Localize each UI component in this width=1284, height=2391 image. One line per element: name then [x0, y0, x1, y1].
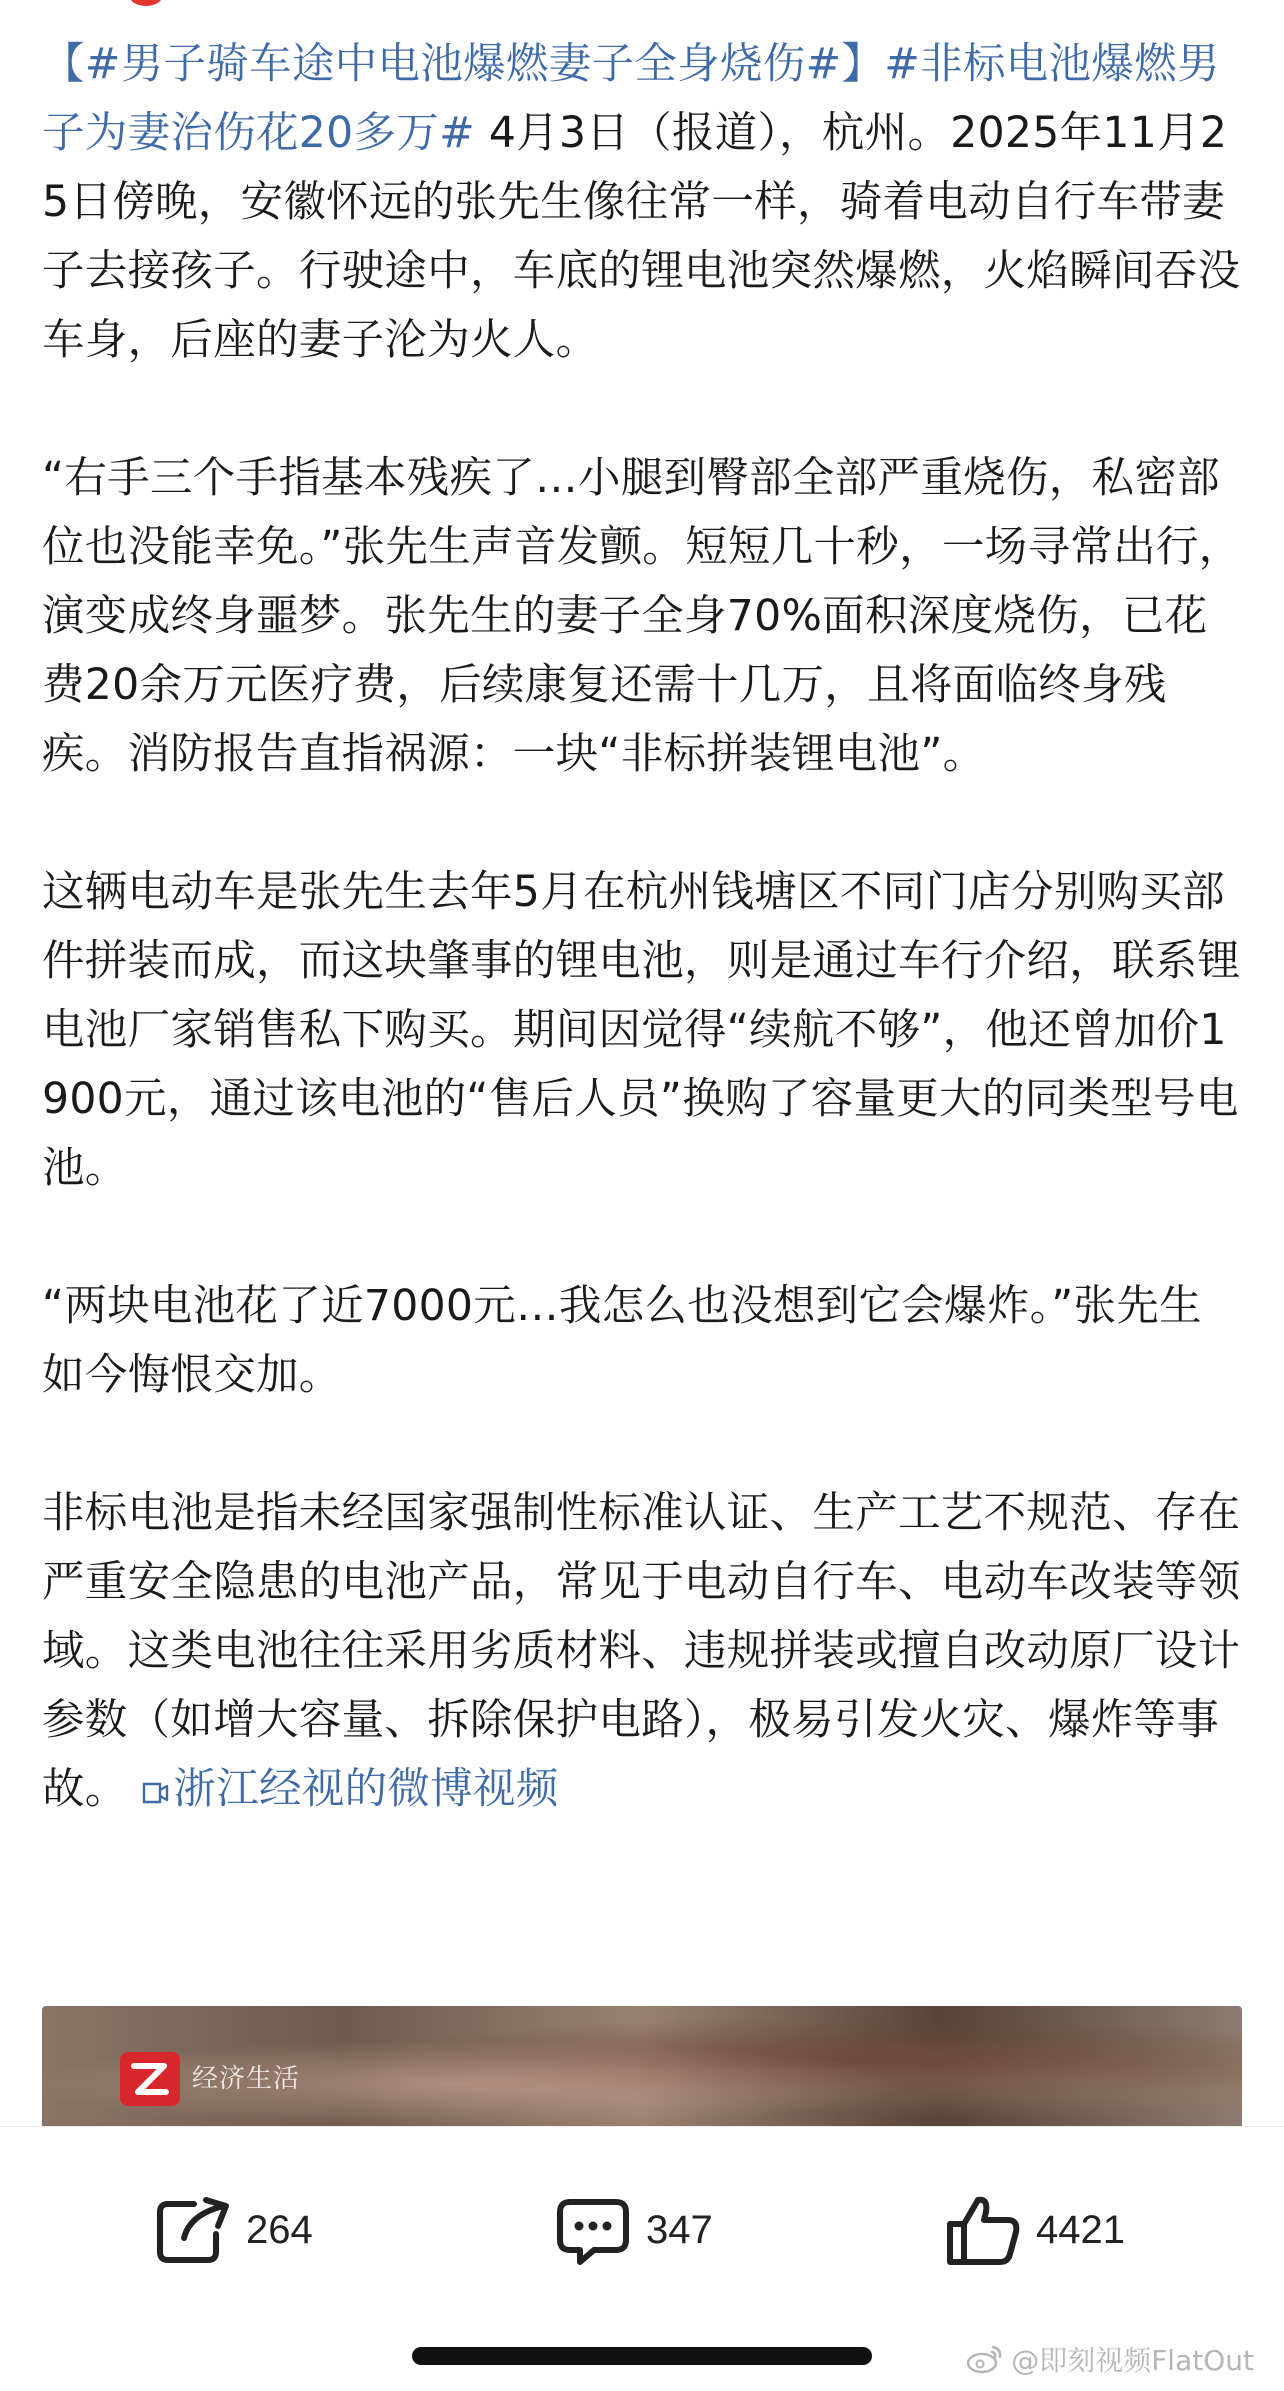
video-play-icon [141, 1780, 169, 1806]
thumbs-up-icon [944, 2192, 1022, 2268]
paragraph-2: “右手三个手指基本残疾了…小腿到臀部全部严重烧伤，私密部位也没能幸免。”张先生声音发颤。短短几十秒，一场寻常出行，演变成终身噩梦。张先生的妻子全身70%面积深度烧伤，已花费20余万元医疗费，后续康复还需十几万，且将面临终身残疾。消防报告直指祸源：一块“非标拼装锂电池”。 [42, 454, 1242, 779]
watermark [965, 2339, 1254, 2379]
video-link-label: 浙江经视的微博视频 [173, 1765, 559, 1814]
watermark-text: @即刻视频FlatOut [1011, 2344, 1254, 2377]
paragraph-text: 非标电池是指未经国家强制性标准认证、生产工艺不规范、存在严重安全隐患的电池产品，常见于电动自行车、电动车改装等领域。这类电池往往采用劣质材料、违规拼装或擅自改动原厂设计参数（如增大容量、拆除保护电路），极易引发火灾、爆炸等事故。 [42, 1489, 1241, 1814]
paragraph-4: “两块电池花了近7000元…我怎么也没想到它会爆炸。”张先生如今悔恨交加。 [42, 1282, 1202, 1400]
channel-logo-icon [120, 2052, 180, 2106]
home-indicator[interactable] [412, 2347, 872, 2365]
video-source-link[interactable] [141, 1765, 558, 1814]
post-body [42, 30, 1242, 1824]
paragraph-1 [42, 30, 1242, 375]
paragraph-text: 4月3日（报道），杭州。2025年11月25日傍晚，安徽怀远的张先生像往常一样，骑着电动自行车带妻子去接孩子。行驶途中，车底的锂电池突然爆燃，火焰瞬间吞没车身，后座的妻子沦为火人。 [42, 109, 1241, 365]
comment-count: 347 [646, 2207, 713, 2252]
like-button[interactable] [944, 2185, 1125, 2275]
hashtag-link[interactable]: 【#男子骑车途中电池爆燃妻子全身烧伤#】 [42, 40, 885, 89]
share-button[interactable] [154, 2185, 313, 2275]
comment-button[interactable] [554, 2185, 713, 2275]
share-count: 264 [246, 2207, 313, 2252]
comment-icon [554, 2194, 632, 2266]
action-bar [0, 2126, 1284, 2391]
weibo-icon [965, 2343, 1005, 2375]
channel-name: 经济生活 [192, 2064, 301, 2094]
paragraph-5 [42, 1479, 1242, 1824]
hashtag-link[interactable]: #非标电池爆燃男子为妻治伤花20多万# [42, 40, 1220, 158]
paragraph-3: 这辆电动车是张先生去年5月在杭州钱塘区不同门店分别购买部件拼装而成，而这块肇事的锂电池，则是通过车行介绍，联系锂电池厂家销售私下购买。期间因觉得“续航不够”，他还曾加价1900元，通过该电池的“售后人员”换购了容量更大的同类型号电池。 [42, 868, 1241, 1193]
share-icon [154, 2194, 232, 2266]
like-count: 4421 [1036, 2207, 1125, 2252]
video-thumbnail[interactable] [42, 2006, 1242, 2126]
notification-dot [128, 0, 164, 6]
